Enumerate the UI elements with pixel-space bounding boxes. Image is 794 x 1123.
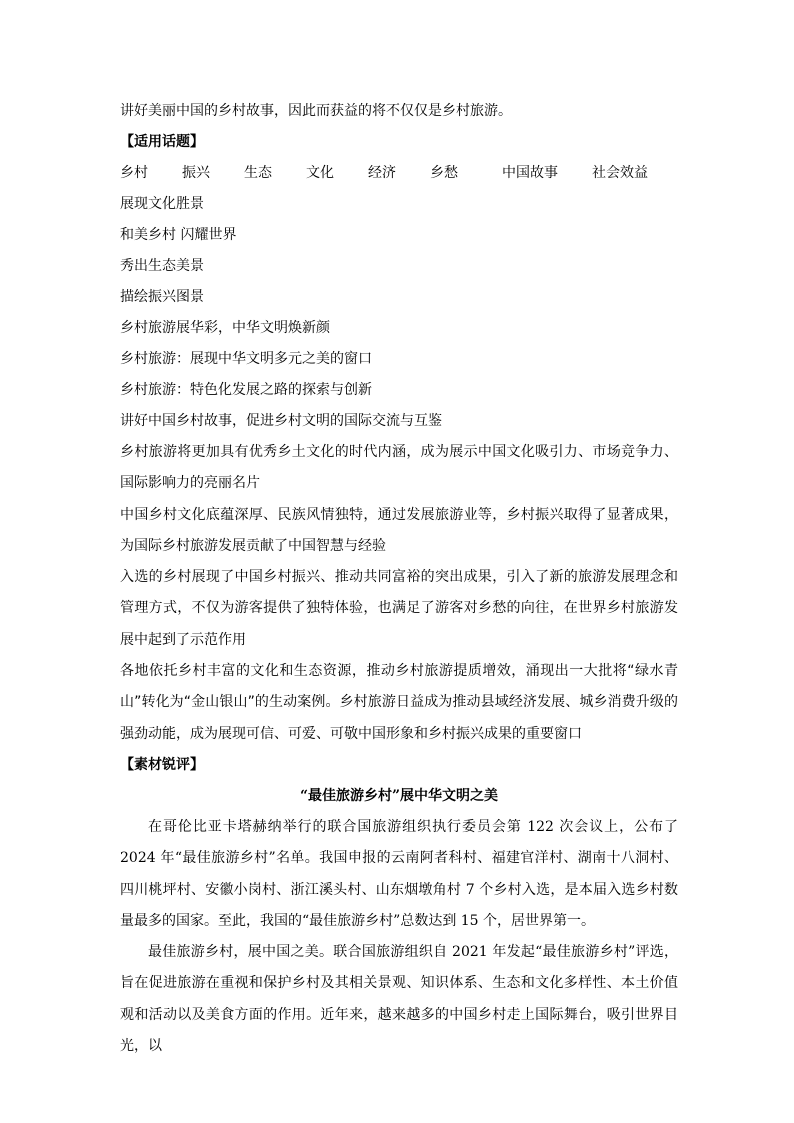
topics-heading: 【适用话题】 (120, 134, 204, 150)
topic-item: 社会效益 (592, 165, 648, 181)
intro-line: 讲好美丽中国的乡村故事，因此而获益的将不仅仅是乡村旅游。 (120, 103, 512, 119)
paragraph: 中国乡村文化底蕴深厚、民族风情独特，通过发展旅游业等，乡村振兴取得了显著成果，为国际乡村旅游发展贡献了中国智慧与经验 (120, 506, 678, 554)
phrase-line: 乡村旅游：特色化发展之路的探索与创新 (120, 382, 372, 398)
topic-item: 文化 (306, 165, 334, 181)
article-paragraph: 在哥伦比亚卡塔赫纳举行的联合国旅游组织执行委员会第 122 次会议上，公布了 2024 年“最佳旅游乡村”名单。我国申报的云南阿者科村、福建官洋村、湖南十八洞村、四川桃坪村、安徽小岗村、浙江溪头村、山东烟墩角村 7 个乡村入选，是本届入选乡村数量最多的国家。至此，我国的“最佳旅游乡村”总数达到 15 个，居世界第一。 (120, 818, 678, 929)
phrase-line: 秀出生态美景 (120, 258, 204, 274)
phrase-line: 描绘振兴图景 (120, 289, 204, 305)
topic-item: 乡村 (120, 165, 148, 181)
topics-row (120, 158, 678, 189)
document-page (120, 96, 678, 1062)
phrase-line: 讲好中国乡村故事，促进乡村文明的国际交流与互鉴 (120, 413, 442, 429)
phrase-line: 展现文化胜景 (120, 196, 204, 212)
topic-item: 乡愁 (430, 165, 458, 181)
phrase-line: 乡村旅游：展现中华文明多元之美的窗口 (120, 351, 372, 367)
topic-item: 生态 (244, 165, 272, 181)
article-title: “最佳旅游乡村”展中华文明之美 (299, 787, 499, 804)
topic-item: 中国故事 (502, 165, 558, 181)
phrase-line: 和美乡村 闪耀世界 (120, 227, 237, 243)
topic-item: 振兴 (182, 165, 210, 181)
paragraph: 入选的乡村展现了中国乡村振兴、推动共同富裕的突出成果，引入了新的旅游发展理念和管理方式，不仅为游客提供了独特体验，也满足了游客对乡愁的向往，在世界乡村旅游发展中起到了示范作用 (120, 569, 678, 648)
material-heading: 【素材锐评】 (120, 756, 204, 773)
paragraph: 各地依托乡村丰富的文化和生态资源，推动乡村旅游提质增效，涌现出一大批将“绿水青山”转化为“金山银山”的生动案例。乡村旅游日益成为推动县域经济发展、城乡消费升级的强劲动能，成为展现可信、可爱、可敬中国形象和乡村振兴成果的重要窗口 (120, 663, 678, 742)
article-paragraph: 最佳旅游乡村，展中国之美。联合国旅游组织自 2021 年发起“最佳旅游乡村”评选，旨在促进旅游在重视和保护乡村及其相关景观、知识体系、生态和文化多样性、本土价值观和活动以及美食方面的作用。近年来，越来越多的中国乡村走上国际舞台，吸引世界目光，以 (120, 944, 678, 1055)
paragraph: 乡村旅游将更加具有优秀乡土文化的时代内涵，成为展示中国文化吸引力、市场竞争力、国际影响力的亮丽名片 (120, 444, 678, 492)
phrase-line: 乡村旅游展华彩，中华文明焕新颜 (120, 320, 330, 336)
topic-item: 经济 (368, 165, 396, 181)
